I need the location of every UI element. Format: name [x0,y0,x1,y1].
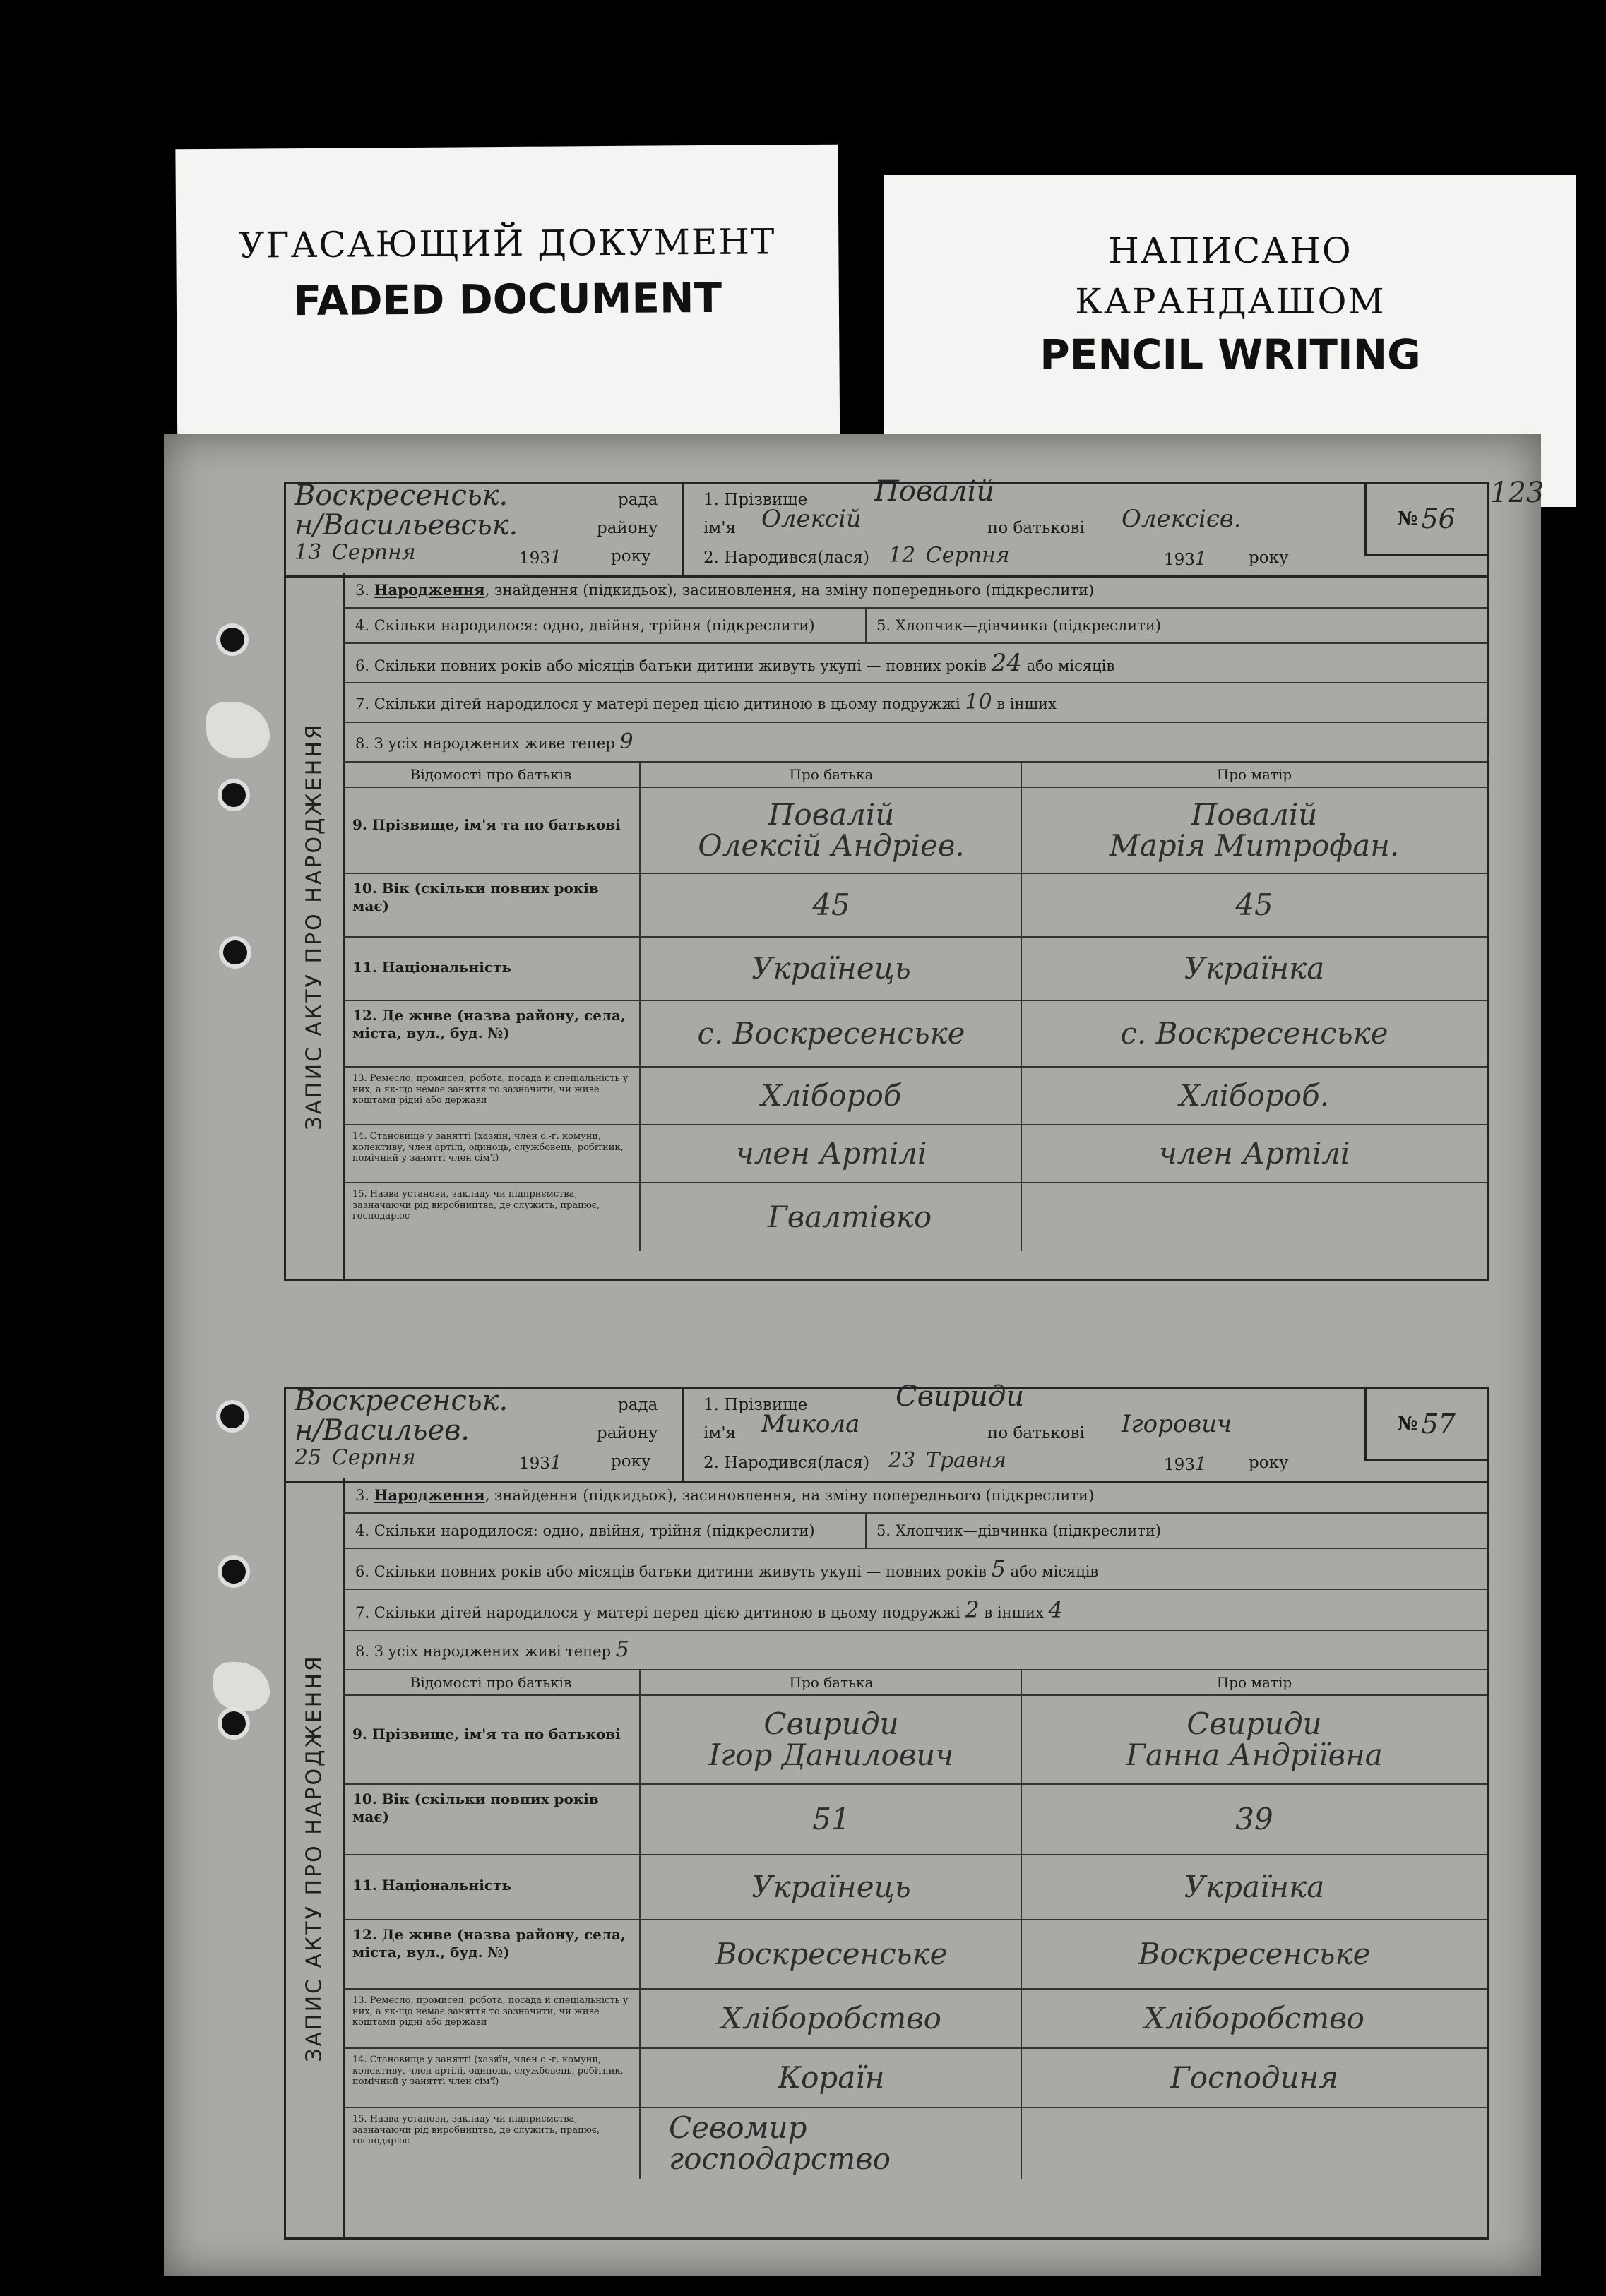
father-surname: Свириди [763,1706,899,1741]
record-rows [343,573,1487,1251]
surname-value: Свириди [896,1380,1025,1413]
row-5: 5. Хлопчик—дівчинка (підкреслити) [865,1514,1161,1548]
row-7: 7. Скільки дітей народилося у матері перед цією дитиною в цьому подружжі 2 в інших 4 [343,1590,1487,1631]
birth-month: Серпня [925,543,1010,568]
father-age: 45 [812,887,850,922]
row-4-label: 4. Скільки народилося: одно, двійня, трійня (підкреслити) [355,617,815,634]
registry-block [286,1385,682,1481]
row-6: 6. Скільки повних років або місяців батьки дитини живуть укупі — повних років 5 або місяців [343,1549,1487,1590]
mother-occupation: Хлібороб. [1179,1077,1330,1113]
birth-roku-label: року [1249,1454,1289,1472]
district-value: н/Васильевськ. [295,509,518,542]
record-header [284,475,1545,578]
birth-roku-label: року [1249,549,1289,567]
name-value: Олексій [761,505,862,533]
registry-block [286,479,682,575]
side-title: ЗАПИС АКТУ ПРО НАРОДЖЕННЯ [302,1654,327,2062]
father-residence: с. Воскресенське [697,1015,965,1051]
faded-document-label [175,145,840,482]
record-body [284,1478,1489,2240]
name-label: ім'я [703,519,737,537]
record-number-box [1364,484,1487,556]
birth-record-2 [284,1380,1485,2237]
row-7-value: 10 [965,690,992,714]
row-3: 3. Народження, знайдення (підкидьок), засиновлення, на зміну попереднього (підкреслити) [343,573,1487,609]
punch-hole [220,1404,244,1428]
birth-year-prefix: 193 [1164,551,1195,569]
mother-name: Ганна Андріївна [1126,1738,1383,1772]
year-suffix: 1 [549,1452,562,1473]
father-nationality: Українець [751,1869,911,1904]
pencil-label-en: PENCIL WRITING [1040,330,1421,378]
father-nationality: Українець [751,950,911,986]
father-residence: Воскресенське [715,1936,948,1971]
row-8: 8. З усіх народжених живе тепер 9 [343,723,1487,763]
punch-hole [220,628,244,652]
row-11: 11. Національність Українець Українка [343,938,1487,1001]
surname-label: 1. Прізвище [703,1396,808,1414]
rada-label: рада [618,1396,658,1414]
punch-hole [222,1560,246,1584]
row-12: 12. Де живе (назва району, села, міста, вул., буд. №) с. Воскресенське с. Воскресенське [343,1001,1487,1068]
row-9: 9. Прізвище, ім'я та по батькові Повалій Олексій Андріев. Повалій Марія Митрофан. [343,788,1487,874]
row-10: 10. Вік (скільки повних років має) 45 45 [343,874,1487,938]
mother-column-head: Про матір [1216,766,1292,783]
parents-header: Відомості про батьків Про батька Про матір [343,1670,1487,1696]
birth-record-1 [284,475,1545,1279]
date-month: Серпня [331,1445,416,1470]
birth-year-suffix: 1 [1194,549,1207,570]
row-7-other: 4 [1048,1596,1064,1623]
patronymic-label: по батькові [987,519,1085,537]
row-7-value: 2 [965,1596,980,1623]
row-8-value: 5 [615,1637,629,1662]
mother-age: 45 [1235,887,1273,922]
name-value: Микола [761,1410,860,1438]
father-name: Олексій Андріев. [698,828,965,863]
row-14: 14. Становище у занятті (хазяїн, член с.-г. комуни, колективу, член артілі, одиноць, службовець, робітник, помічний у занятті член сім'ї) Кораїн Господиня [343,2049,1487,2108]
name-label: ім'я [703,1424,737,1442]
patronymic-value: Ігорович [1122,1410,1232,1438]
father-name: Ігор Данилович [708,1738,954,1772]
father-institution: Гвалтівко [768,1199,932,1234]
row-13: 13. Ремесло, промисел, робота, посада й спеціальність у них, а як-що немає заняття то зазначити, чи живе коштами рідні або держави Хлібороб Хлібороб. [343,1068,1487,1125]
row-3: 3. Народження, знайдення (підкидьок), засиновлення, на зміну попереднього (підкреслити) [343,1478,1487,1514]
birth-year-prefix: 193 [1164,1456,1195,1474]
row-6-value: 24 [991,649,1022,677]
row-6: 6. Скільки повних років або місяців батьки дитини живуть укупі — повних років 24 або місяців [343,644,1487,683]
father-occupation: Хліборобство [721,2000,941,2035]
row-12: 12. Де живе (назва району, села, міста, вул., буд. №) Воскресенське Воскресенське [343,1920,1487,1990]
year-prefix: 193 [519,549,550,568]
punch-hole [223,940,247,964]
council-value: Воскресенськ. [295,1385,508,1417]
child-identity-block [682,1380,1348,1481]
punch-hole [222,1711,246,1735]
mother-status: член Артілі [1158,1135,1350,1171]
mother-residence: Воскресенське [1138,1936,1371,1971]
mother-name: Марія Митрофан. [1109,828,1400,863]
roku-label: року [611,1452,651,1471]
record-number-box [1364,1389,1487,1461]
row-10: 10. Вік (скільки повних років має) 51 39 [343,1785,1487,1855]
born-label: 2. Народився(лася) [703,549,870,567]
year-prefix: 193 [519,1454,550,1473]
row-6-value: 5 [991,1555,1006,1582]
father-institution: Севомир господарство [669,2110,891,2176]
record-rows [343,1478,1487,2179]
row-8: 8. З усіх народжених живі тепер 5 [343,1631,1487,1670]
paper-tear [213,1662,270,1711]
register-page [164,434,1545,2276]
side-title-column [286,573,345,1279]
birth-year-suffix: 1 [1194,1454,1207,1475]
number-label: № [1398,508,1418,530]
row-9: 9. Прізвище, ім'я та по батькові Свириди Ігор Данилович Свириди Ганна Андріївна [343,1696,1487,1785]
raionu-label: району [597,519,658,537]
row-14: 14. Становище у занятті (хазяїн, член с.-г. комуни, колективу, член артілі, одиноць, службовець, робітник, помічний у занятті член сім'ї) член Артілі член Артілі [343,1125,1487,1183]
paper-tear [206,702,270,758]
faded-label-en: FADED DOCUMENT [293,273,722,325]
council-value: Воскресенськ. [295,479,508,512]
page-number: 123 [1490,477,1545,509]
father-status: Кораїн [778,2059,885,2095]
father-occupation: Хлібороб [761,1077,902,1113]
birth-month: Травня [925,1448,1006,1473]
row-4-label: 4. Скільки народилося: одно, двійня, трійня (підкреслити) [355,1522,815,1539]
born-label: 2. Народився(лася) [703,1454,870,1472]
row-11: 11. Національність Українець Українка [343,1855,1487,1920]
record-number: 57 [1421,1409,1456,1440]
mother-residence: с. Воскресенське [1120,1015,1388,1051]
pencil-label-ru-2: КАРАНДАШОМ [1075,281,1386,322]
pencil-label-ru-1: НАПИСАНО [1108,230,1352,271]
parents-header: Відомості про батьків Про батька Про матір [343,763,1487,788]
district-value: н/Васильев. [295,1414,470,1447]
rada-label: рада [618,491,658,509]
date-day: 25 [295,1445,322,1470]
row-15: 15. Назва установи, закладу чи підприємства, зазначаючи рід виробництва, де служить, працює, господарює Севомир господарство [343,2108,1487,2179]
mother-column-head: Про матір [1216,1674,1292,1691]
record-body [284,573,1489,1281]
birth-day: 12 [888,543,916,568]
mother-occupation: Хліборобство [1144,2000,1364,2035]
date-day: 13 [295,540,322,565]
father-status: член Артілі [735,1135,927,1171]
year-suffix: 1 [549,547,562,568]
mother-status: Господиня [1170,2059,1339,2095]
mother-nationality: Українка [1184,1869,1325,1904]
number-label: № [1398,1413,1418,1435]
row-4-5 [343,1514,1487,1549]
child-identity-block [682,475,1348,575]
faded-label-ru: УГАСАЮЩИЙ ДОКУМЕНТ [239,221,776,266]
father-column-head: Про батька [789,1674,874,1691]
roku-label: року [611,547,651,566]
row-8-value: 9 [619,729,634,754]
patronymic-label: по батькові [987,1424,1085,1442]
punch-hole [222,783,246,807]
row-5: 5. Хлопчик—дівчинка (підкреслити) [865,609,1161,642]
record-number: 56 [1421,503,1456,534]
father-age: 51 [812,1801,850,1836]
birth-day: 23 [888,1448,916,1473]
patronymic-value: Олексієв. [1122,505,1242,533]
row-13: 13. Ремесло, промисел, робота, посада й спеціальність у них, а як-що немає заняття то зазначити, чи живе коштами рідні або держави Хліборобство Хліборобство [343,1990,1487,2049]
surname-value: Повалій [874,475,995,508]
surname-label: 1. Прізвище [703,491,808,509]
mother-nationality: Українка [1184,950,1325,986]
father-column-head: Про батька [789,766,874,783]
mother-surname: Свириди [1186,1706,1322,1741]
father-surname: Повалій [768,796,895,832]
mother-surname: Повалій [1191,796,1318,832]
row-15: 15. Назва установи, закладу чи підприємства, зазначаючи рід виробництва, де служить, працює, господарює Гвалтівко [343,1183,1487,1251]
date-month: Серпня [331,540,416,565]
side-title: ЗАПИС АКТУ ПРО НАРОДЖЕННЯ [302,722,327,1130]
row-7: 7. Скільки дітей народилося у матері перед цією дитиною в цьому подружжі 10 в інших [343,683,1487,723]
side-title-column [286,1478,345,2237]
raionu-label: району [597,1424,658,1442]
record-header [284,1380,1489,1483]
mother-age: 39 [1235,1801,1273,1836]
row-4-5 [343,609,1487,644]
